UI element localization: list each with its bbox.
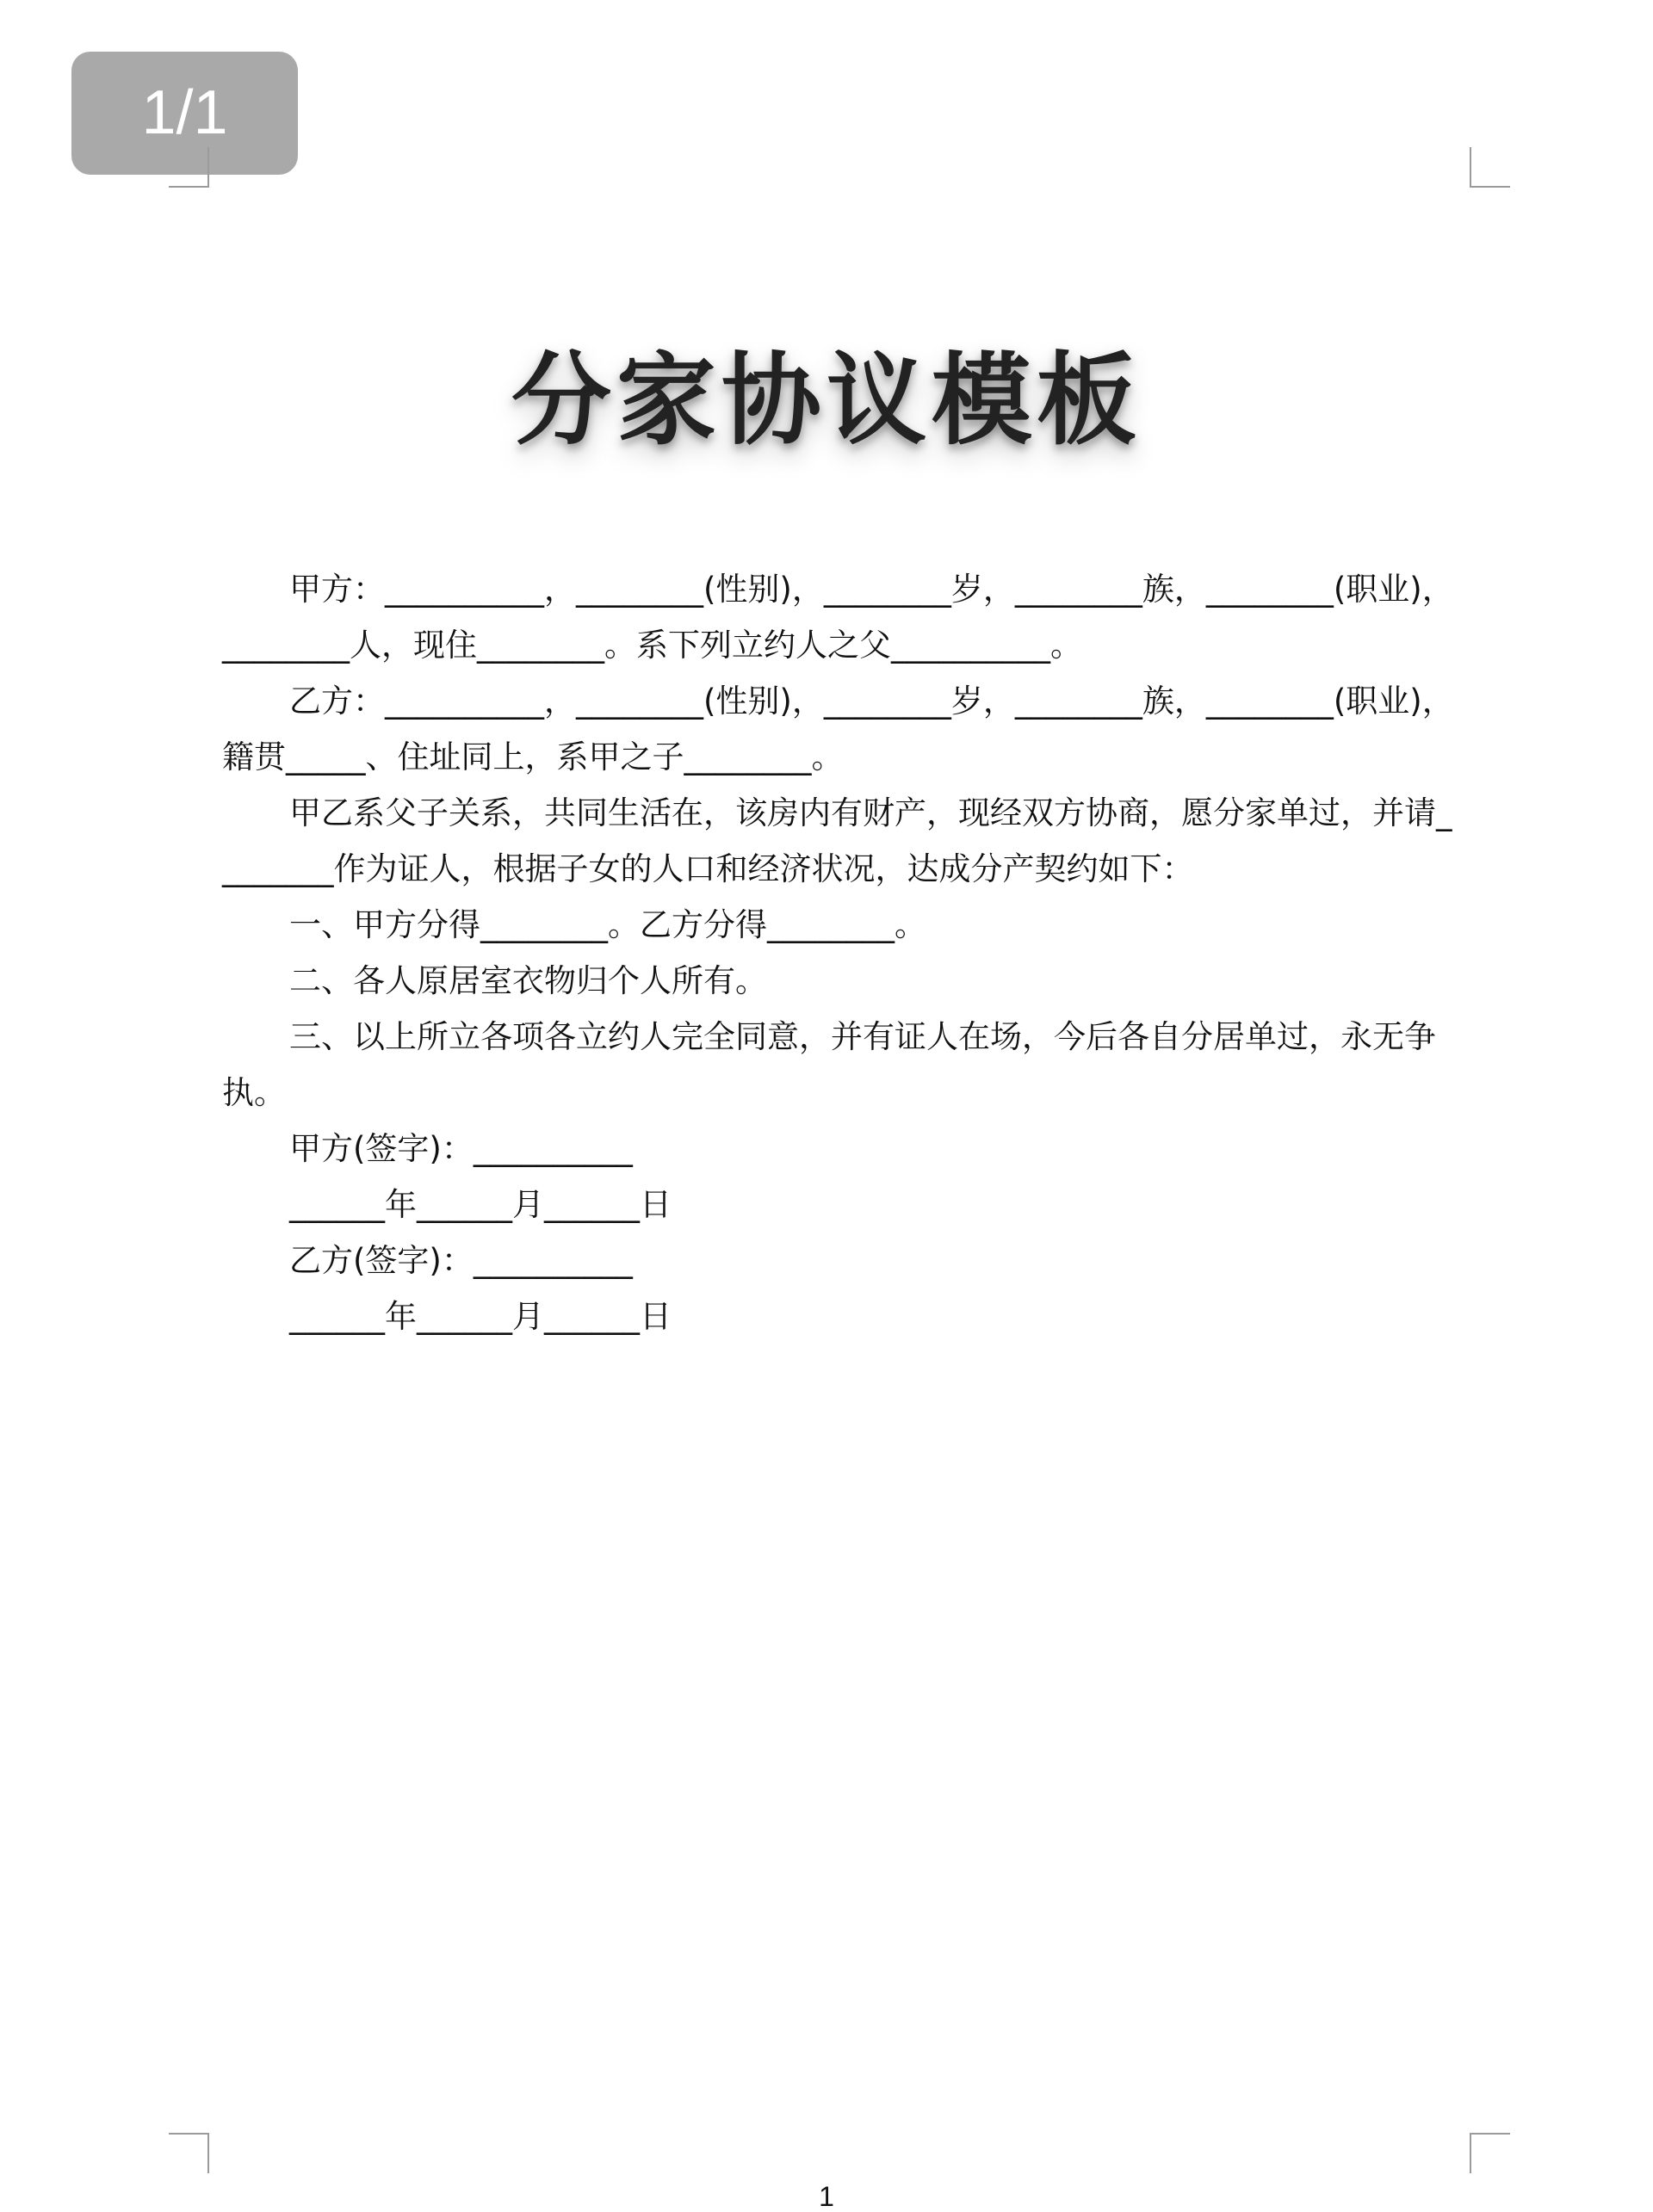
signature-party-a: 甲方(签字)：__________ [289,1130,633,1167]
top-left-margin-mark [169,147,209,188]
bottom-left-margin-mark [169,2133,209,2173]
date-party-a: ______年______月______日 [289,1186,672,1223]
page-number: 1 [819,2181,834,2212]
paragraph-relationship: 甲乙系父子关系，共同生活在，该房内有财产，现经双方协商，愿分家单过，并请________作为证人，根据子女的人口和经济状况，达成分产契约如下： [222,794,1452,887]
signature-party-b: 乙方(签字)：__________ [289,1242,633,1279]
page-indicator-badge[interactable]: 1/1 [71,52,298,175]
clause-three: 三、以上所立各项各立约人完全同意，并有证人在场，今后各自分居单过，永无争执。 [222,1018,1436,1111]
clause-one: 一、甲方分得________。乙方分得________。 [289,906,926,943]
document-body [222,561,1466,1344]
document-title: 分家协议模板 [511,343,1142,459]
bottom-right-margin-mark [1470,2133,1510,2173]
top-right-margin-mark [1470,147,1510,188]
date-party-b: ______年______月______日 [289,1298,672,1335]
clause-two: 二、各人原居室衣物归个人所有。 [289,962,767,999]
paragraph-party-b: 乙方：__________，________(性别)，________岁，________族，________(职业)，籍贯_____、住址同上，系甲之子________。 [222,683,1454,775]
paragraph-party-a: 甲方：__________，________(性别)，________岁，________族，________(职业)，________人，现住________。系下列立约人之父__________。 [222,571,1454,664]
